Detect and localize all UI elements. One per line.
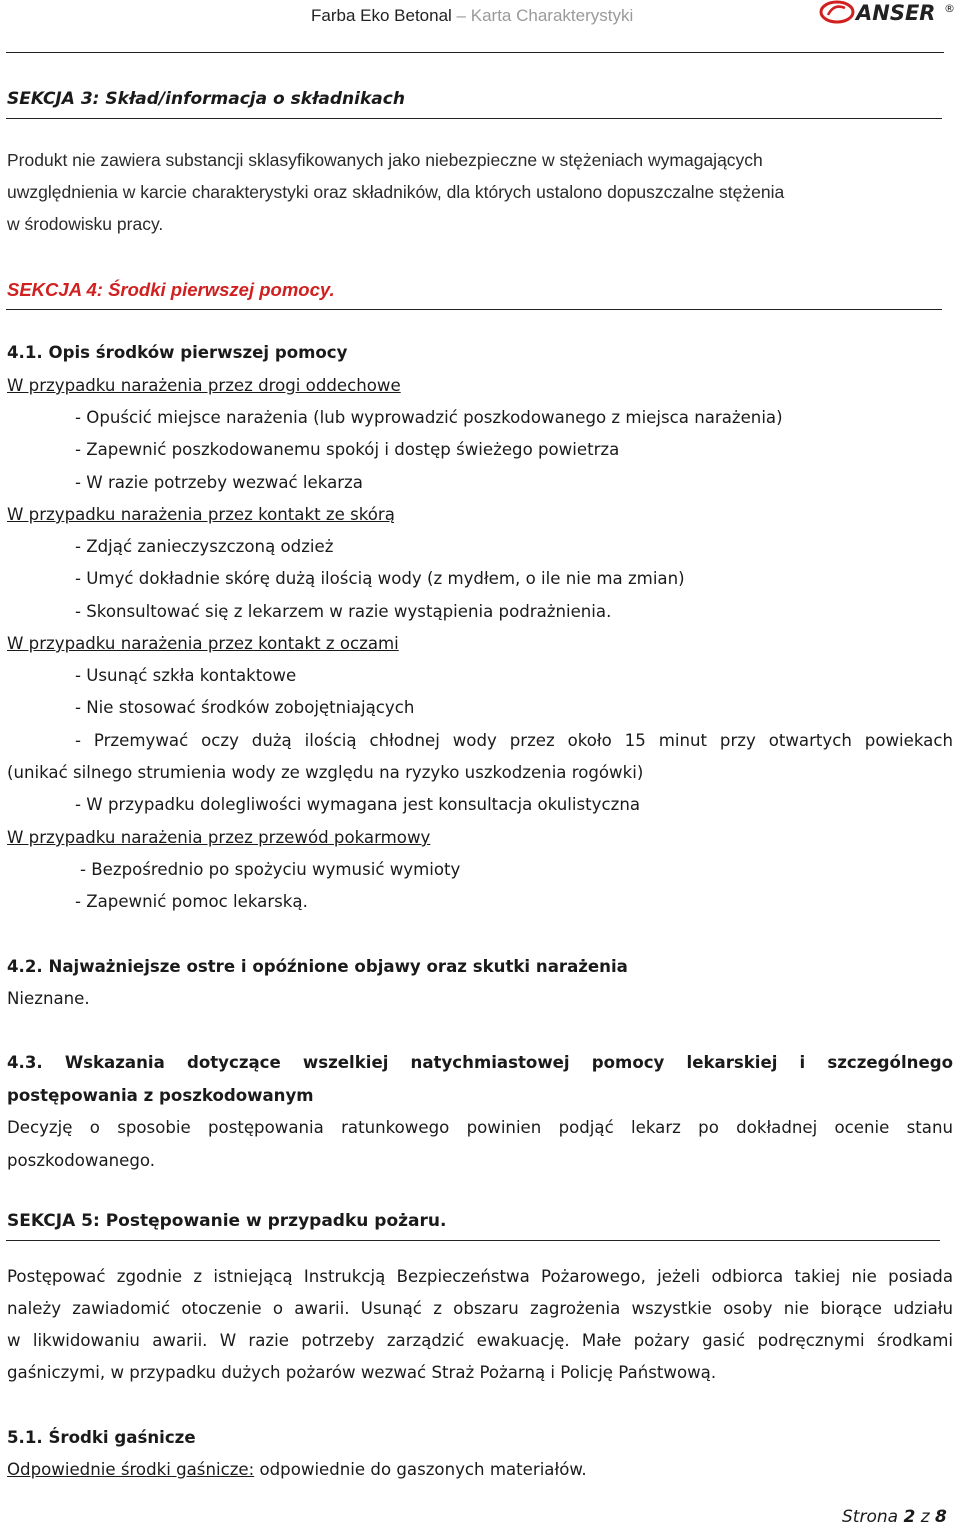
extinguishing-media-value: odpowiednie do gaszonych materiałów. [259,1460,587,1479]
list-item: - Zapewnić pomoc lekarską. [75,892,308,911]
ingestion-exposure-heading: W przypadku narażenia przez przewód pokarmowy [7,828,431,847]
document-header [311,6,633,26]
list-item: - Zdjąć zanieczyszczoną odzież [75,537,334,556]
section-5-rule [6,1240,940,1241]
header-separator: – [456,6,467,25]
list-item: - Umyć dokładnie skórę dużą ilością wody (z mydłem, o ile nie ma zmian) [75,569,685,588]
skin-exposure-heading: W przypadku narażenia przez kontakt ze skórą [7,505,395,524]
section-3-paragraph-line-3: w środowisku pracy. [7,214,164,234]
list-item: - W razie potrzeby wezwać lekarza [75,473,363,492]
subsection-4-2-heading: 4.2. Najważniejsze ostre i opóźnione objawy oraz skutki narażenia [7,957,628,976]
extinguishing-media [7,1460,587,1479]
section-4-title: SEKCJA 4: Środki pierwszej pomocy. [7,279,335,300]
product-name: Farba Eko Betonal [311,6,452,25]
list-item-continuation: (unikać silnego strumienia wody ze względu na ryzyko uszkodzenia rogówki) [7,763,644,782]
logo-text: ANSER [856,1,936,25]
respiratory-exposure-heading: W przypadku narażenia przez drogi oddechowe [7,376,401,395]
section-5-paragraph-line-3: w likwidowaniu awarii. W razie potrzeby zarządzić ewakuację. Małe pożary gasić podręcznymi środkami [7,1331,953,1350]
section-3-paragraph-line-2: uwzględnienia w karcie charakterystyki oraz składników, dla których ustalono dopuszczalne stężenia [7,182,785,202]
section-4-rule [6,309,942,310]
page-number [842,1507,947,1527]
section-5-paragraph-line-1: Postępować zgodnie z istniejącą Instrukcją Bezpieczeństwa Pożarowego, jeżeli odbiorca takiej nie posiada [7,1267,953,1286]
subsection-4-3-text: Decyzję o sposobie postępowania ratunkowego powinien podjąć lekarz po dokładnej ocenie stanu [7,1118,953,1137]
eye-exposure-heading: W przypadku narażenia przez kontakt z oczami [7,634,399,653]
anser-logo [818,0,960,26]
subsection-4-3-heading: 4.3. Wskazania dotyczące wszelkiej natychmiastowej pomocy lekarskiej i szczególnego [7,1053,953,1072]
list-item: - Opuścić miejsce narażenia (lub wyprowadzić poszkodowanego z miejsca narażenia) [75,408,783,427]
section-3-title: SEKCJA 3: Skład/informacja o składnikach [7,89,405,109]
page-label: Strona [842,1507,899,1527]
list-item: - Skonsultować się z lekarzem w razie wystąpienia podrażnienia. [75,602,612,621]
section-3-paragraph-line-1: Produkt nie zawiera substancji sklasyfikowanych jako niebezpieczne w stężeniach wymagających [7,150,763,170]
total-pages: 8 [935,1507,947,1527]
subsection-4-3-text-continuation: poszkodowanego. [7,1151,156,1170]
section-3-rule [6,118,942,119]
extinguishing-media-label: Odpowiednie środki gaśnicze: [7,1460,255,1479]
subsection-4-2-text: Nieznane. [7,989,90,1008]
subsection-4-3-heading-continuation: postępowania z poszkodowanym [7,1086,314,1105]
list-item: - W przypadku dolegliwości wymagana jest konsultacja okulistyczna [75,795,641,814]
list-item: - Zapewnić poszkodowanemu spokój i dostęp świeżego powietrza [75,440,620,459]
section-5-paragraph-line-4: gaśniczymi, w przypadku dużych pożarów wezwać Straż Pożarną i Policję Państwową. [7,1363,717,1382]
subsection-5-1-heading: 5.1. Środki gaśnicze [7,1428,196,1447]
header-rule [6,52,944,53]
list-item: - Usunąć szkła kontaktowe [75,666,297,685]
list-item: - Przemywać oczy dużą ilością chłodnej wody przez około 15 minut przy otwartych powiekach [75,731,953,750]
list-item: - Bezpośrednio po spożyciu wymusić wymioty [80,860,461,879]
document-type: Karta Charakterystyki [470,6,634,25]
page-separator: z [920,1507,930,1527]
list-item: - Nie stosować środków zobojętniających [75,698,415,717]
section-5-paragraph-line-2: należy zawiadomić otoczenie o awarii. Usunąć z obszaru zagrożenia wszystkie osoby nie biorące udziału [7,1299,953,1318]
current-page: 2 [903,1507,916,1527]
section-5-title: SEKCJA 5: Postępowanie w przypadku pożaru. [7,1211,447,1231]
logo-registered-mark: ® [944,2,955,15]
subsection-4-1-heading: 4.1. Opis środków pierwszej pomocy [7,343,348,362]
